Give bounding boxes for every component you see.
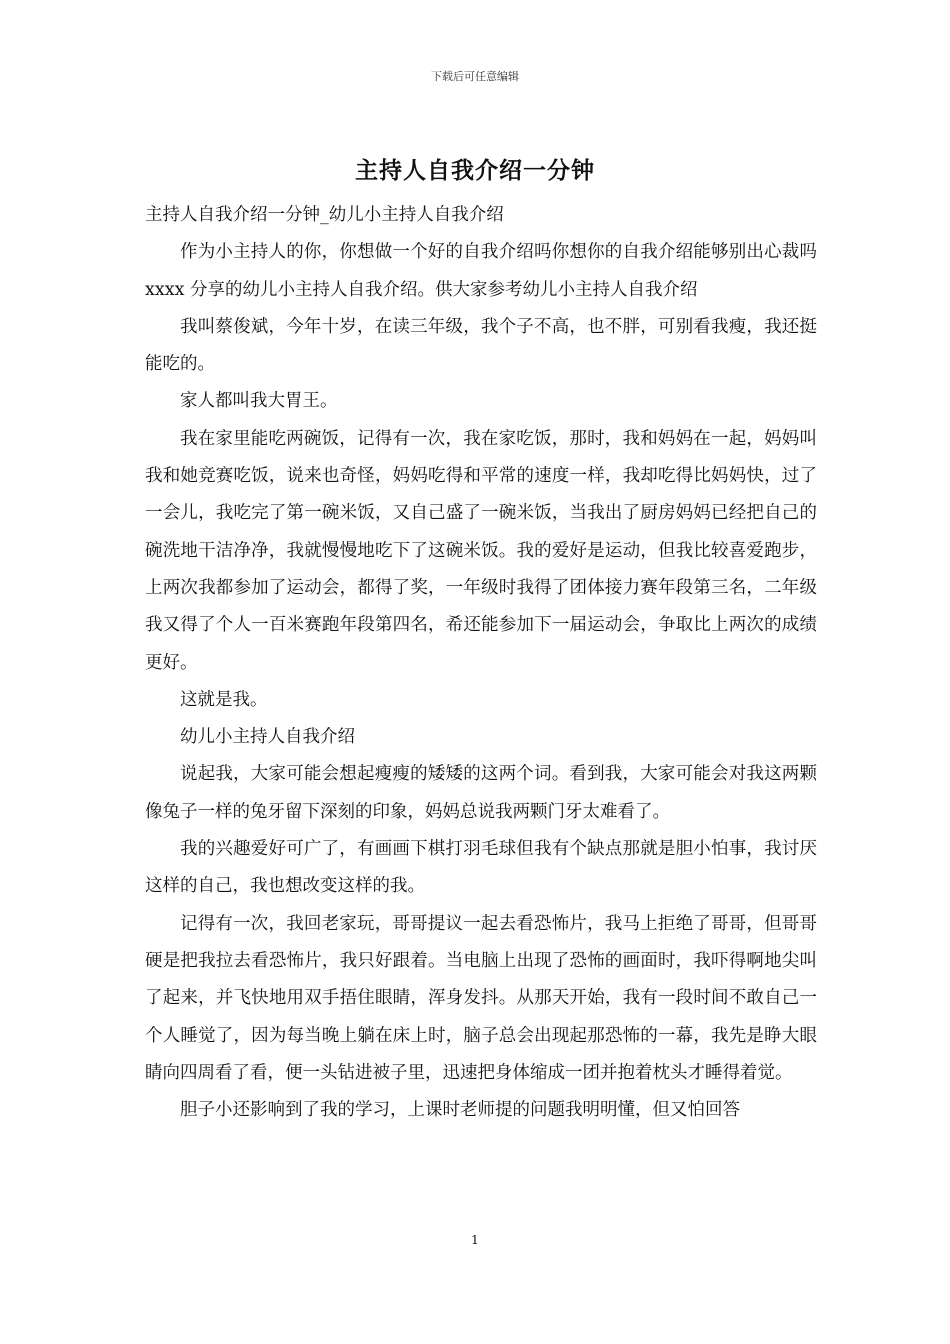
body-paragraph: 说起我，大家可能会想起瘦瘦的矮矮的这两个词。看到我，大家可能会对我这两颗像兔子一样的兔牙留下深刻的印象，妈妈总说我两颗门牙太难看了。 [145, 764, 817, 822]
subtitle-paragraph: 主持人自我介绍一分钟_幼儿小主持人自我介绍 [145, 205, 504, 225]
body-paragraph: 我叫蔡俊斌，今年十岁，在读三年级，我个子不高，也不胖，可别看我瘦，我还挺能吃的。 [145, 316, 817, 375]
body-paragraph: 记得有一次，我回老家玩，哥哥提议一起去看恐怖片，我马上拒绝了哥哥，但哥哥硬是把我拉去看恐怖片，我只好跟着。当电脑上出现了恐怖的画面时，我吓得啊地尖叫了起来，并飞快地用双手捂住眼睛，浑身发抖。从那天开始，我有一段时间不敢自己一个人睡觉了，因为每当晚上躺在床上时，脑子总会出现起那恐怖的一幕，我先是睁大眼睛向四周看了看，便一头钻进被子里，迅速把身体缩成一团并抱着枕头才睡得着觉。 [145, 913, 817, 1083]
body-paragraph: 我的兴趣爱好可广了，有画画下棋打羽毛球但我有个缺点那就是胆小怕事，我讨厌这样的自己，我也想改变这样的我。 [145, 839, 817, 897]
document-body [145, 197, 817, 1129]
body-paragraph: 家人都叫我大胃王。 [180, 391, 338, 412]
page-number: 1 [471, 1233, 479, 1247]
body-paragraph: 胆子小还影响到了我的学习，上课时老师提的问题我明明懂，但又怕回答 [180, 1100, 740, 1121]
body-paragraph: 我在家里能吃两碗饭，记得有一次，我在家吃饭，那时，我和妈妈在一起，妈妈叫我和她竞赛吃饭，说来也奇怪，妈妈吃得和平常的速度一样，我却吃得比妈妈快，过了一会儿，我吃完了第一碗米饭，又自己盛了一碗米饭，当我出了厨房妈妈已经把自己的碗洗地干洁净净，我就慢慢地吃下了这碗米饭。我的爱好是运动，但我比较喜爱跑步，上两次我都参加了运动会，都得了奖，一年级时我得了团体接力赛年段第三名，二年级我又得了个人一百米赛跑年段第四名，希还能参加下一届运动会，争取比上两次的成绩更好。 [145, 428, 817, 673]
body-paragraph: 这就是我。 [180, 689, 268, 710]
section-heading: 幼儿小主持人自我介绍 [180, 727, 355, 748]
document-title: 主持人自我介绍一分钟 [355, 157, 595, 184]
header-note: 下载后可任意编辑 [431, 70, 519, 83]
body-paragraph: 作为小主持人的你，你想做一个好的自我介绍吗你想你的自我介绍能够别出心裁吗 xxxx 分享的幼儿小主持人自我介绍。供大家参考幼儿小主持人自我介绍 [145, 242, 817, 300]
